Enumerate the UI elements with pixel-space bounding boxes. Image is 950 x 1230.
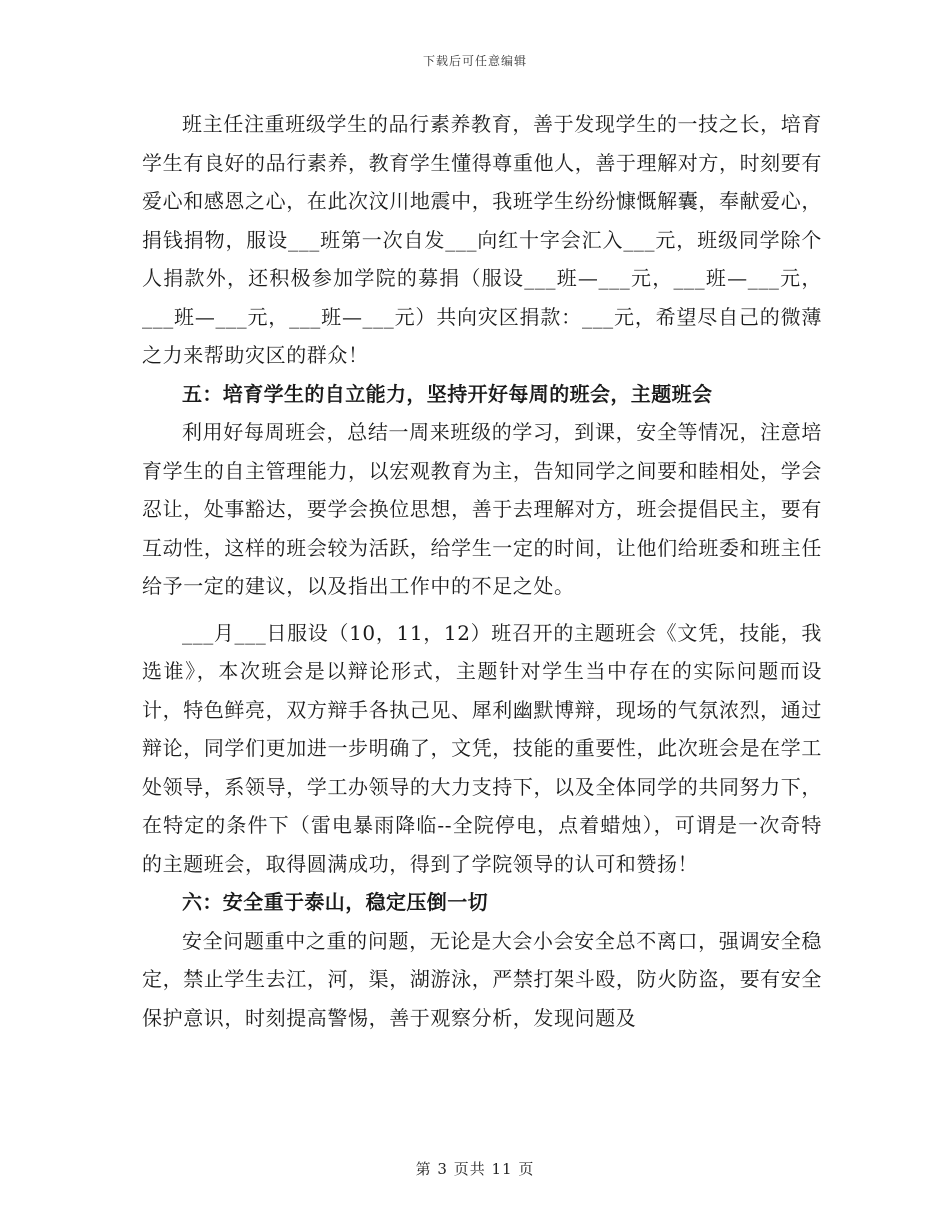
page-footer: 第 3 页共 11 页 bbox=[415, 1160, 535, 1178]
paragraph-spacer bbox=[142, 606, 822, 614]
section-6-heading: 六：安全重于泰山，稳定压倒一切 bbox=[182, 890, 488, 914]
document-body bbox=[142, 105, 822, 1037]
paragraph-theme-meeting: ___月___日服设（10，11，12）班召开的主题班会《文凭，技能，我选谁》，本次班会是以辩论形式，主题针对学生当中存在的实际问题而设计，特色鲜亮，双方辩手各执己见、犀利幽默博辩，现场的气氛浓烈，通过辩论，同学们更加进一步明确了，文凭，技能的重要性，此次班会是在学工处领导，系领导，学工办领导的大力支持下，以及全体同学的共同努力下，在特定的条件下（雷电暴雨降临--全院停电，点着蜡烛），可谓是一次奇特的主题班会，取得圆满成功，得到了学院领导的认可和赞扬！ bbox=[142, 620, 822, 876]
page-header: 下载后可任意编辑 bbox=[422, 54, 527, 68]
paragraph-donation: 班主任注重班级学生的品行素养教育，善于发现学生的一技之长，培育学生有良好的品行素养，教育学生懂得尊重他人，善于理解对方，时刻要有爱心和感恩之心，在此次汶川地震中，我班学生纷纷慷慨解囊，奉献爱心，捐钱捐物，服设___班第一次自发___向红十字会汇入___元，班级同学除个人捐款外，还积极参加学院的募捐（服设___班—___元，___班—___元，___班—___元，___班—___元）共向灾区捐款：___元，希望尽自己的微薄之力来帮助灾区的群众！ bbox=[142, 112, 822, 367]
paragraph-safety: 安全问题重中之重的问题，无论是大会小会安全总不离口，强调安全稳定，禁止学生去江，河，渠，湖游泳，严禁打架斗殴，防火防盗，要有安全保护意识，时刻提高警惕，善于观察分析，发现问题及 bbox=[142, 928, 822, 1030]
section-5-heading: 五：培育学生的自立能力，坚持开好每周的班会，主题班会 bbox=[182, 381, 713, 406]
paragraph-weekly-meeting: 利用好每周班会，总结一周来班级的学习，到课，安全等情况，注意培育学生的自主管理能力，以宏观教育为主，告知同学之间要和睦相处，学会忍让，处事豁达，要学会换位思想，善于去理解对方，班会提倡民主，要有互动性，这样的班会较为活跃，给学生一定的时间，让他们给班委和班主任给予一定的建议，以及指出工作中的不足之处。 bbox=[142, 420, 822, 598]
